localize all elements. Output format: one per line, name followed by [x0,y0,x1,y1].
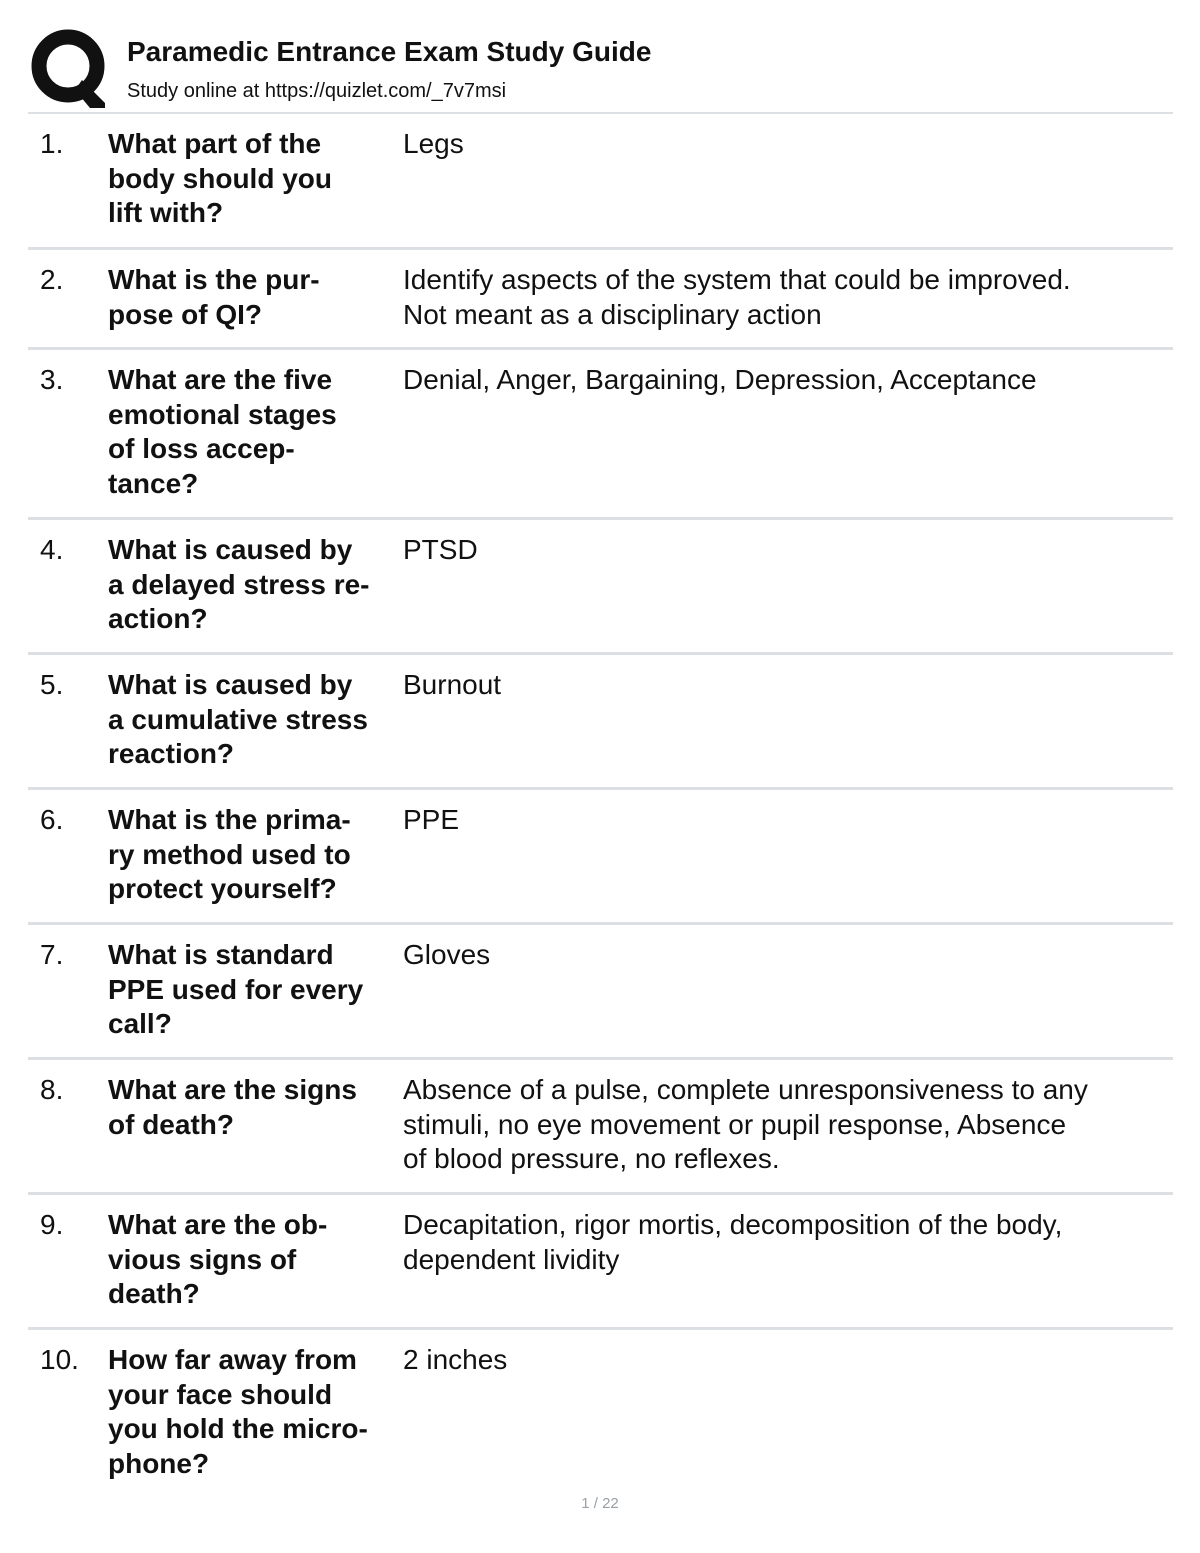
flashcard-row [28,520,1173,655]
definition-line: Absence of a pulse, complete unresponsiveness to any [403,1074,1088,1105]
card-definition [403,533,1173,568]
page-number: 1 / 22 [581,1495,619,1512]
card-term [108,668,398,772]
term-line: PPE used for every [108,973,364,1005]
card-definition [403,938,1173,973]
term-line: What is the pur- [108,264,320,295]
term-line: How far away from [108,1344,357,1375]
term-line: your face should [108,1378,333,1410]
card-term [108,533,398,637]
flashcard-row [28,1060,1173,1195]
term-line: What is caused by [108,534,353,565]
flashcard-list [28,112,1173,1490]
study-online-link[interactable]: Study online at https://quizlet.com/_7v7msi [127,80,507,102]
definition-line: PTSD [403,534,478,565]
card-term [108,263,398,332]
quizlet-q-icon [30,28,110,108]
flashcard-row [28,114,1173,250]
term-line: call? [108,1008,172,1039]
card-number: 10. [40,1344,79,1375]
flashcard-row [28,250,1173,350]
term-line: of death? [108,1108,234,1140]
card-term [108,1208,398,1312]
term-line: What part of the [108,128,322,159]
term-line: What is the prima- [108,804,351,835]
definition-line: Legs [403,128,464,159]
definition-line: stimuli, no eye movement or pupil response, Absence [403,1108,1067,1140]
term-line: tance? [108,467,199,499]
card-definition [403,1343,1173,1378]
definition-line: dependent lividity [403,1243,620,1275]
definition-line: of blood pressure, no reflexes. [403,1143,780,1174]
definition-line: PPE [403,804,460,835]
card-number: 6. [40,804,64,835]
definition-line: Denial, Anger, Bargaining, Depression, Acceptance [403,364,1037,395]
card-number: 9. [40,1209,64,1240]
card-number: 8. [40,1074,64,1105]
card-term [108,127,398,231]
term-line: a delayed stress re- [108,568,370,600]
card-definition [403,668,1173,703]
card-definition [403,363,1173,398]
term-line: you hold the micro- [108,1413,368,1444]
flashcard-row [28,350,1173,520]
page-title: Paramedic Entrance Exam Study Guide [127,36,652,67]
flashcard-row [28,925,1173,1060]
card-term [108,938,398,1042]
term-line: a cumulative stress [108,703,368,735]
flashcard-row [28,1330,1173,1490]
definition-line: Decapitation, rigor mortis, decomposition of the body, [403,1209,1063,1240]
term-line: body should you [108,162,332,194]
term-line: reaction? [108,738,235,769]
card-number: 3. [40,364,64,395]
term-line: What is caused by [108,669,353,700]
card-term [108,363,398,501]
flashcard-row [28,790,1173,925]
term-line: action? [108,603,208,634]
term-line: ry method used to [108,838,351,870]
term-line: pose of QI? [108,298,262,330]
card-definition [403,803,1173,838]
card-term [108,1343,398,1481]
term-line: emotional stages [108,398,337,430]
flashcard-row [28,655,1173,790]
card-number: 7. [40,939,64,970]
card-number: 4. [40,534,64,565]
card-definition [403,1208,1173,1277]
definition-line: Not meant as a disciplinary action [403,298,822,330]
term-line: death? [108,1278,200,1309]
card-number: 1. [40,128,64,159]
card-term [108,803,398,907]
term-line: phone? [108,1447,210,1479]
definition-line: Identify aspects of the system that could be improved. [403,264,1071,295]
card-definition [403,1073,1173,1177]
definition-line: Gloves [403,939,491,970]
card-definition [403,127,1173,162]
term-line: protect yourself? [108,873,337,904]
definition-line: 2 inches [403,1344,508,1375]
card-definition [403,263,1173,332]
card-number: 5. [40,669,64,700]
term-line: What are the ob- [108,1209,328,1240]
term-line: What is standard [108,939,334,970]
term-line: What are the five [108,364,333,395]
term-line: lift with? [108,197,224,228]
term-line: What are the signs [108,1074,357,1105]
page-header [30,28,1172,112]
term-line: of loss accep- [108,433,295,464]
flashcard-row [28,1195,1173,1330]
definition-line: Burnout [403,669,502,700]
card-number: 2. [40,264,64,295]
term-line: vious signs of [108,1243,297,1275]
card-term [108,1073,398,1142]
